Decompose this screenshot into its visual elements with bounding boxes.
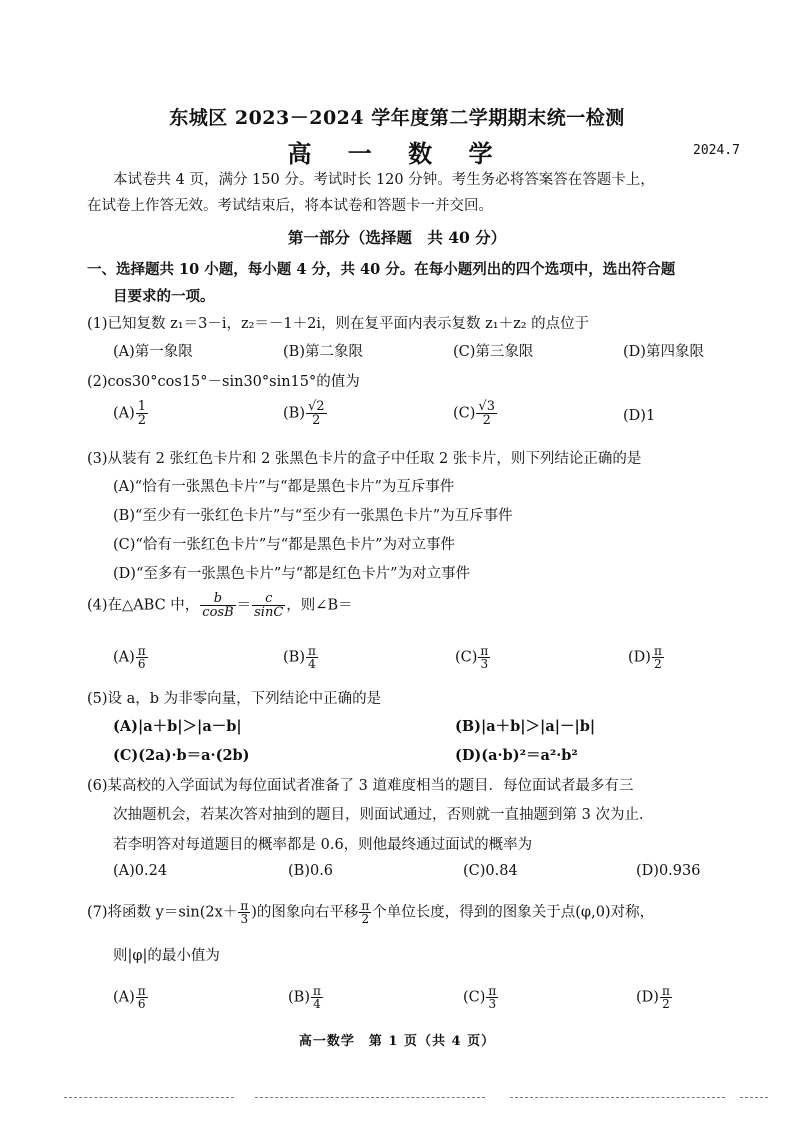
intro-line-2: 在试卷上作答无效。考试结束后，将本试卷和答题卡一并交回。 bbox=[87, 198, 493, 214]
option-label: (C) bbox=[453, 405, 476, 422]
fraction bbox=[660, 985, 672, 1010]
option-label: (B) bbox=[283, 649, 305, 666]
question-7-option-a bbox=[113, 985, 149, 1010]
numerator: π bbox=[137, 984, 146, 998]
subject-title: 高 一 数 学 bbox=[287, 139, 507, 168]
numerator: c bbox=[252, 592, 285, 606]
bottom-divider-left bbox=[64, 1097, 234, 1098]
question-6-option-d: (D)0.936 bbox=[636, 863, 701, 879]
denominator: 2 bbox=[482, 413, 491, 428]
option-label: (C) bbox=[455, 649, 478, 666]
denominator: sinC bbox=[254, 605, 284, 620]
numerator: √2 bbox=[307, 399, 325, 414]
denominator: 2 bbox=[312, 413, 321, 428]
denominator: cosB bbox=[202, 605, 234, 620]
numerator: π bbox=[653, 644, 662, 658]
question-4-option-a bbox=[113, 645, 149, 670]
denominator: 2 bbox=[361, 912, 370, 926]
numerator: b bbox=[200, 592, 235, 606]
fraction-b-over-cosb bbox=[200, 592, 235, 619]
bottom-divider-center bbox=[255, 1097, 485, 1098]
question-2-stem: (2)cos30°cos15°－sin30°sin15°的值为 bbox=[87, 374, 360, 390]
question-6-option-a: (A)0.24 bbox=[113, 863, 168, 879]
numerator: π bbox=[361, 899, 370, 913]
question-6-option-b: (B)0.6 bbox=[288, 863, 334, 879]
question-3-stem: (3)从装有 2 张红色卡片和 2 张黑色卡片的盒子中任取 2 张卡片，则下列结论正确的是 bbox=[87, 451, 642, 467]
bottom-divider-far-right bbox=[740, 1097, 768, 1098]
question-3-option-d: (D)“至多有一张黑色卡片”与“都是红色卡片”为对立事件 bbox=[113, 566, 471, 582]
question-4-option-c bbox=[455, 645, 491, 670]
question-4-stem bbox=[87, 592, 353, 619]
numerator: π bbox=[240, 899, 249, 913]
fraction bbox=[306, 400, 327, 427]
question-7-part-1: (7)将函数 y＝sin(2x＋ bbox=[87, 904, 238, 921]
question-2-option-d: (D)1 bbox=[623, 408, 656, 424]
fraction bbox=[311, 985, 323, 1010]
option-label: (A) bbox=[113, 649, 135, 666]
question-7-option-d bbox=[636, 985, 673, 1010]
question-1-option-c: (C)第三象限 bbox=[453, 344, 534, 360]
question-4-option-d bbox=[628, 645, 665, 670]
section-instruction-1: 一、选择题共 10 小题，每小题 4 分，共 40 分。在每小题列出的四个选项中，选出符合题 bbox=[87, 261, 676, 278]
part-title: 第一部分（选择题 共 40 分） bbox=[287, 228, 507, 247]
question-6-line-2: 次抽题机会，若某次答对抽到的题目，则面试通过，否则就一直抽题到第 3 次为止． bbox=[113, 807, 654, 823]
fraction bbox=[486, 985, 498, 1010]
question-6-line-1: (6)某高校的入学面试为每位面试者准备了 3 道难度相当的题目．每位面试者最多有三 bbox=[87, 778, 634, 794]
question-1-option-d: (D)第四象限 bbox=[623, 344, 704, 360]
denominator: 2 bbox=[662, 997, 670, 1011]
question-1-stem: (1)已知复数 z₁＝3－i，z₂＝－1＋2i，则在复平面内表示复数 z₁＋z₂ 的点位于 bbox=[87, 316, 590, 332]
equals-sign: ＝ bbox=[236, 597, 252, 614]
exam-date: 2024.7 bbox=[693, 143, 740, 158]
denominator: 2 bbox=[137, 413, 147, 428]
question-6-line-3: 若李明答对每道题目的概率都是 0.6，则他最终通过面试的概率为 bbox=[113, 837, 533, 853]
question-5-option-b: (B)|a＋b|＞|a|－|b| bbox=[455, 718, 596, 735]
option-label: (A) bbox=[113, 989, 135, 1006]
question-1-option-b: (B)第二象限 bbox=[283, 344, 363, 360]
denominator: 3 bbox=[488, 997, 497, 1011]
question-4-prefix: (4)在△ABC 中， bbox=[87, 597, 200, 614]
question-5-option-a: (A)|a＋b|＞|a－b| bbox=[113, 718, 242, 735]
numerator: π bbox=[480, 644, 489, 658]
fraction bbox=[478, 645, 490, 670]
option-label: (D) bbox=[636, 989, 659, 1006]
question-4-suffix: ，则∠B＝ bbox=[286, 597, 353, 614]
fraction bbox=[652, 645, 664, 670]
fraction bbox=[238, 900, 250, 925]
numerator: π bbox=[488, 984, 497, 998]
exam-title: 东城区 2023－2024 学年度第二学期期末统一检测 bbox=[169, 107, 625, 129]
numerator: π bbox=[312, 984, 321, 998]
numerator: π bbox=[307, 644, 316, 658]
question-7-option-c bbox=[463, 985, 499, 1010]
denominator: 2 bbox=[654, 657, 662, 671]
fraction bbox=[476, 400, 497, 427]
question-1-option-a: (A)第一象限 bbox=[113, 344, 193, 360]
denominator: 4 bbox=[313, 997, 321, 1011]
question-2-option-c bbox=[453, 400, 498, 427]
option-label: (C) bbox=[463, 989, 486, 1006]
question-3-option-b: (B)“至少有一张红色卡片”与“至少有一张黑色卡片”为互斥事件 bbox=[113, 508, 513, 524]
section-instruction-2: 目要求的一项。 bbox=[113, 288, 215, 305]
fraction bbox=[136, 400, 148, 427]
question-5-option-d: (D)(a·b)²＝a²·b² bbox=[455, 747, 578, 764]
question-7-option-b bbox=[288, 985, 324, 1010]
question-7-line-1 bbox=[87, 900, 654, 925]
fraction bbox=[359, 900, 371, 925]
question-7-part-3: 个单位长度，得到的图象关于点(φ,0)对称， bbox=[372, 904, 655, 921]
question-2-option-a bbox=[113, 400, 149, 427]
denominator: 3 bbox=[240, 912, 249, 926]
denominator: 3 bbox=[480, 657, 489, 671]
question-6-option-c: (C)0.84 bbox=[463, 863, 518, 879]
question-7-part-2: )的图象向右平移 bbox=[251, 904, 359, 921]
bottom-divider-right bbox=[510, 1097, 725, 1098]
question-5-stem: (5)设 a，b 为非零向量，下列结论中正确的是 bbox=[87, 691, 382, 707]
numerator: π bbox=[661, 984, 670, 998]
option-label: (B) bbox=[288, 989, 310, 1006]
option-label: (D) bbox=[628, 649, 651, 666]
fraction bbox=[136, 645, 148, 670]
question-7-line-2: 则|φ|的最小值为 bbox=[113, 948, 220, 964]
fraction bbox=[306, 645, 318, 670]
numerator: √3 bbox=[478, 399, 495, 414]
question-4-option-b bbox=[283, 645, 319, 670]
question-3-option-c: (C)“恰有一张红色卡片”与“都是黑色卡片”为对立事件 bbox=[113, 537, 456, 553]
denominator: 6 bbox=[137, 657, 146, 671]
numerator: π bbox=[137, 644, 146, 658]
denominator: 4 bbox=[308, 657, 316, 671]
numerator: 1 bbox=[137, 399, 147, 414]
fraction bbox=[136, 985, 148, 1010]
question-5-option-c: (C)(2a)·b＝a·(2b) bbox=[113, 747, 250, 764]
question-3-option-a: (A)“恰有一张黑色卡片”与“都是黑色卡片”为互斥事件 bbox=[113, 479, 455, 495]
option-label: (B) bbox=[283, 405, 305, 422]
intro-line-1: 本试卷共 4 页，满分 150 分。考试时长 120 分钟。考生务必将答案答在答题卡上， bbox=[113, 172, 655, 188]
page-footer: 高一数学 第 1 页（共 4 页） bbox=[298, 1034, 496, 1049]
question-2-option-b bbox=[283, 400, 328, 427]
option-label: (A) bbox=[113, 405, 135, 422]
fraction-c-over-sinc bbox=[252, 592, 285, 619]
denominator: 6 bbox=[137, 997, 146, 1011]
